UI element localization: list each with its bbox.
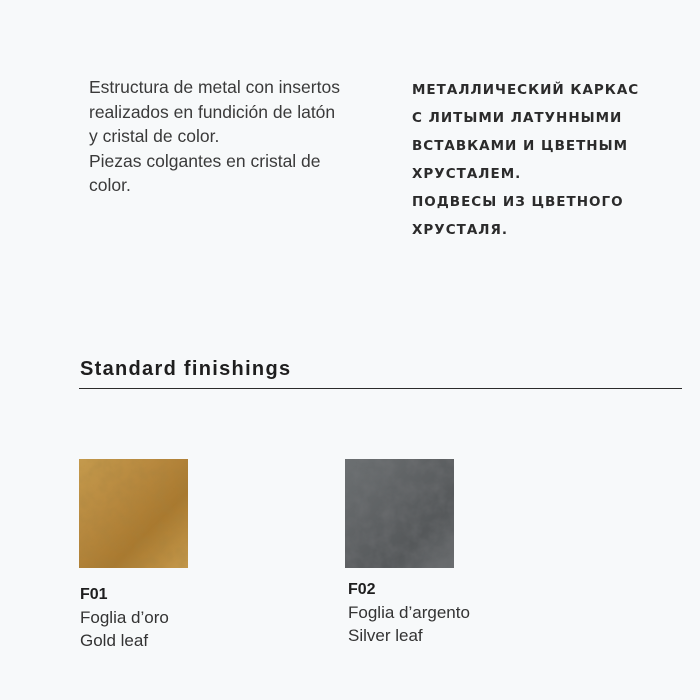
finish-name-italian: Foglia d’argento bbox=[348, 603, 470, 622]
finish-caption-f02 bbox=[348, 578, 470, 647]
finish-name-english: Silver leaf bbox=[348, 626, 423, 645]
russian-line: ХРУСТАЛЯ. bbox=[412, 222, 509, 238]
finish-code: F02 bbox=[348, 581, 376, 598]
russian-description bbox=[412, 76, 692, 244]
section-divider bbox=[79, 388, 682, 389]
finish-name-italian: Foglia d’oro bbox=[80, 608, 169, 627]
finish-caption-f01 bbox=[80, 583, 169, 652]
silver-leaf-swatch bbox=[345, 459, 454, 568]
finish-code: F01 bbox=[80, 586, 108, 603]
spanish-line: y cristal de color. bbox=[89, 126, 220, 146]
spanish-description bbox=[89, 75, 389, 198]
russian-line: С ЛИТЫМИ ЛАТУННЫМИ bbox=[412, 110, 623, 126]
russian-line: ВСТАВКАМИ И ЦВЕТНЫМ bbox=[412, 138, 629, 154]
russian-line: ХРУСТАЛЕМ. bbox=[412, 166, 522, 182]
russian-line: ПОДВЕСЫ ИЗ ЦВЕТНОГО bbox=[412, 194, 624, 210]
spanish-line: realizados en fundición de latón bbox=[89, 101, 336, 122]
spanish-line: Estructura de metal con insertos bbox=[89, 77, 340, 97]
finish-name-english: Gold leaf bbox=[80, 631, 149, 650]
russian-line: МЕТАЛЛИЧЕСКИЙ КАРКАС bbox=[412, 82, 640, 98]
spanish-line: color. bbox=[89, 175, 131, 195]
gold-leaf-swatch bbox=[79, 459, 188, 568]
section-title: Standard finishings bbox=[80, 358, 292, 380]
spanish-line: Piezas colgantes en cristal de bbox=[89, 150, 321, 171]
